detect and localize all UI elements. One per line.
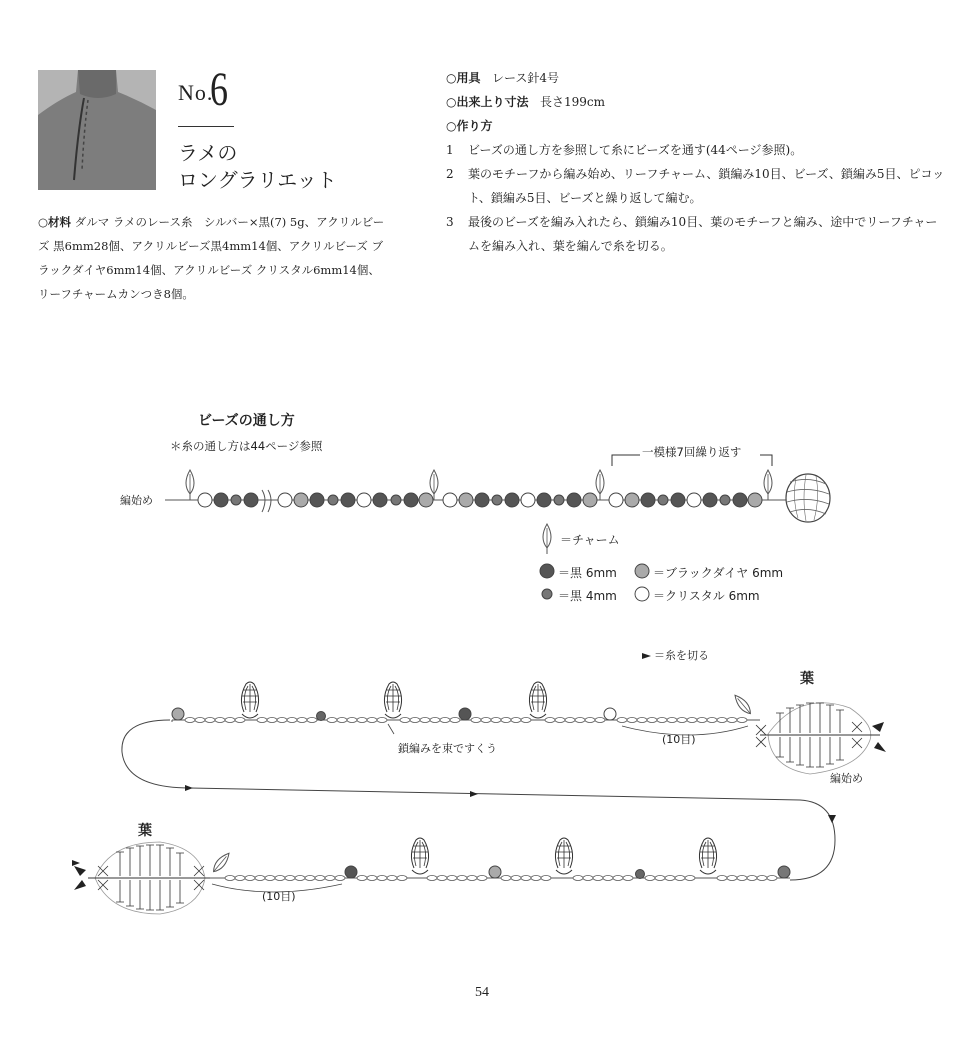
chart-start-label: 編始め xyxy=(830,772,863,785)
size-value: 長さ199cm xyxy=(539,95,605,109)
step-text: ビーズの通し方を参照して糸にビーズを通す(44ページ参照)。 xyxy=(468,143,803,157)
legend-black4-label: ＝黒 4mm xyxy=(558,589,617,603)
lower-chain-row xyxy=(200,838,790,892)
upper-chain-row xyxy=(172,682,760,735)
leaf-label-right: 葉 xyxy=(800,671,814,687)
cut-note-text: ＝糸を切る xyxy=(654,649,709,662)
picot-icon xyxy=(384,682,401,718)
count-label-lower: (10目) xyxy=(262,890,296,903)
charm-icon xyxy=(732,693,754,717)
step-number: 3 xyxy=(446,215,454,229)
pattern-number: 6 xyxy=(210,63,228,116)
step-number: 1 xyxy=(446,143,454,157)
picot-icon xyxy=(699,838,716,874)
left-leaf-motif xyxy=(72,842,210,914)
title-line-2: ロングラリエット xyxy=(178,168,337,192)
legend-black6-label: ＝黒 6mm xyxy=(558,566,617,580)
step-text: 最後のビーズを編み入れたら、鎖編み10目、葉のモチーフと編み、途中でリーフチャームを編み入れ、葉を編んで糸を切る。 xyxy=(468,215,938,253)
picot-icon xyxy=(555,838,572,874)
step-text: 葉のモチーフから編み始め、リーフチャーム、鎖編み10目、ビーズ、鎖編み5目、ピコット、鎖編み5目、ビーズと繰り返して編む。 xyxy=(468,167,945,205)
title-line-1: ラメの xyxy=(178,141,238,165)
size-label: ○出来上り寸法 xyxy=(446,95,529,109)
pattern-number-label: No. xyxy=(178,80,214,105)
tools-value: レース針4号 xyxy=(491,71,559,85)
picot-icon xyxy=(411,838,428,874)
repeat-label: 一模様7回繰り返す xyxy=(642,445,742,459)
tools-label: ○用具 xyxy=(446,71,481,85)
legend-diamond-label: ＝ブラックダイヤ 6mm xyxy=(653,566,784,580)
picot-icon xyxy=(529,682,546,718)
legend-crystal-label: ＝クリスタル 6mm xyxy=(653,589,760,603)
right-leaf-motif xyxy=(756,703,886,774)
leaf-label-left: 葉 xyxy=(138,823,152,839)
legend-charm-label: ＝チャーム xyxy=(560,533,620,547)
bead-diagram-title: ビーズの通し方 xyxy=(198,413,295,429)
bead-diagram-note: ＊糸の通し方は44ページ参照 xyxy=(170,439,323,453)
materials-text: ダルマ ラメのレース糸 シルバー×黒(7) 5g、アクリルビーズ 黒6mm28個、アクリルビーズ黒4mm14個、アクリルビーズ ブラックダイヤ6mm14個、アクリルビーズ クリスタル6mm14個、リーフチャームカンつき8個。 xyxy=(38,215,385,301)
step-number: 2 xyxy=(446,167,454,181)
method-label: ○作り方 xyxy=(446,119,493,133)
page-number: 54 xyxy=(475,985,489,1000)
count-label-upper: (10目) xyxy=(662,733,696,746)
materials-label: ○材料 xyxy=(38,215,72,229)
chain-note: 鎖編みを束ですくう xyxy=(398,742,497,755)
charm-icon xyxy=(211,851,233,875)
start-label: 編始め xyxy=(120,494,153,507)
picot-icon xyxy=(241,682,258,718)
